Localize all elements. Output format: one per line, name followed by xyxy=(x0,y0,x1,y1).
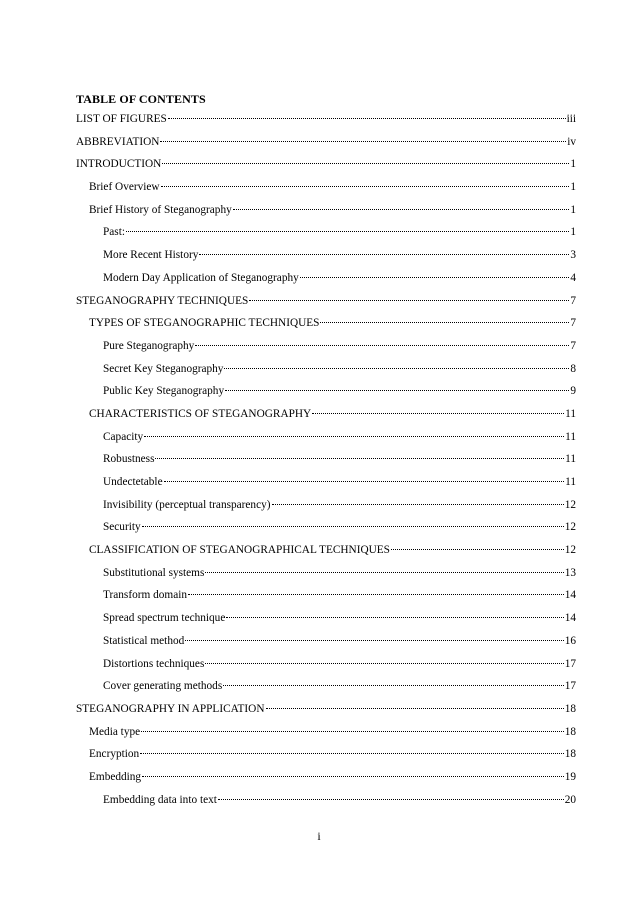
toc-entry-page: 18 xyxy=(564,748,576,761)
toc-entry[interactable] xyxy=(76,180,576,203)
toc-entry-page: 14 xyxy=(564,612,576,625)
toc-entry-label: Substitutional systems xyxy=(103,566,205,579)
toc-entry-label: Media type xyxy=(89,725,141,738)
toc-dot-leader xyxy=(161,185,570,187)
toc-entry-label: TYPES OF STEGANOGRAPHIC TECHNIQUES xyxy=(89,317,320,330)
toc-entry-label: Distortions techniques xyxy=(103,657,205,670)
toc-dot-leader xyxy=(168,117,566,119)
toc-dot-leader xyxy=(160,140,566,142)
toc-dot-leader xyxy=(185,639,563,641)
toc-entry[interactable] xyxy=(76,316,576,339)
toc-dot-leader xyxy=(126,230,569,232)
toc-entry-label: Public Key Steganography xyxy=(103,385,225,398)
toc-dot-leader xyxy=(205,662,563,664)
toc-entry[interactable] xyxy=(76,747,576,770)
toc-entry-label: Encryption xyxy=(89,748,140,761)
toc-entry[interactable] xyxy=(76,271,576,294)
toc-entry-page: 19 xyxy=(564,770,576,783)
toc-entry-label: LIST OF FIGURES xyxy=(76,113,167,125)
toc-dot-leader xyxy=(155,457,564,459)
toc-entry-label: Modern Day Application of Steganography xyxy=(103,271,299,284)
toc-entry-label: INTRODUCTION xyxy=(76,158,162,171)
toc-entry[interactable] xyxy=(76,634,576,657)
toc-entry-page: 14 xyxy=(564,589,576,602)
toc-entry[interactable] xyxy=(76,339,576,362)
toc-dot-leader xyxy=(233,208,570,210)
toc-entry-page: 13 xyxy=(564,566,576,579)
toc-entry-label: Embedding xyxy=(89,770,142,783)
toc-entry[interactable] xyxy=(76,725,576,748)
toc-entry[interactable] xyxy=(76,679,576,702)
toc-entry-label: Security xyxy=(103,521,141,534)
toc-dot-leader xyxy=(218,798,564,800)
toc-entry[interactable] xyxy=(76,520,576,543)
toc-entry-label: Pure Steganography xyxy=(103,339,195,352)
toc-entry-label: Capacity xyxy=(103,430,144,443)
toc-dot-leader xyxy=(391,548,564,550)
toc-entry[interactable] xyxy=(76,702,576,725)
toc-entry-page: 1 xyxy=(570,203,576,216)
toc-entry-label: More Recent History xyxy=(103,249,199,262)
toc-entry[interactable] xyxy=(76,793,576,816)
toc-entry-page: 7 xyxy=(570,339,576,352)
toc-entry-label: Undectetable xyxy=(103,476,163,488)
toc-dot-leader xyxy=(199,253,569,255)
toc-entry[interactable] xyxy=(76,452,576,475)
toc-entry-page: 12 xyxy=(564,498,576,511)
toc-entry-label: Statistical method xyxy=(103,634,185,647)
toc-entry-page: iii xyxy=(566,113,576,125)
toc-dot-leader xyxy=(300,276,570,278)
toc-dot-leader xyxy=(223,684,563,686)
toc-dot-leader xyxy=(205,571,563,573)
toc-entry-page: 17 xyxy=(564,680,576,693)
toc-entry-page: 16 xyxy=(564,634,576,647)
toc-entry-page: 18 xyxy=(564,702,576,715)
toc-entry-label: STEGANOGRAPHY TECHNIQUES xyxy=(76,294,249,307)
toc-dot-leader xyxy=(225,389,569,391)
toc-entry[interactable] xyxy=(76,203,576,226)
toc-entry[interactable] xyxy=(76,225,576,248)
toc-entry-label: Invisibility (perceptual transparency) xyxy=(103,498,271,511)
toc-dot-leader xyxy=(320,321,569,323)
toc-entry[interactable] xyxy=(76,543,576,566)
toc-entry-label: Brief Overview xyxy=(89,181,160,194)
toc-entry-page: 11 xyxy=(565,453,576,466)
toc-dot-leader xyxy=(224,367,569,369)
toc-entry[interactable] xyxy=(76,157,576,180)
toc-entry[interactable] xyxy=(76,498,576,521)
page-number: i xyxy=(317,829,321,843)
toc-entry[interactable] xyxy=(76,588,576,611)
toc-title: TABLE OF CONTENTS xyxy=(76,92,206,106)
toc-entry-page: 8 xyxy=(570,362,576,375)
toc-entry-page: 18 xyxy=(564,725,576,738)
toc-dot-leader xyxy=(266,707,564,709)
toc-dot-leader xyxy=(144,435,564,437)
toc-entry-label: Past: xyxy=(103,226,125,239)
toc-entry-label: Robustness xyxy=(103,453,155,466)
toc-dot-leader xyxy=(188,593,564,595)
toc-entry[interactable] xyxy=(76,770,576,793)
toc-dot-leader xyxy=(142,525,564,527)
toc-entry-label: CLASSIFICATION OF STEGANOGRAPHICAL TECHNIQUES xyxy=(89,544,390,557)
toc-entry[interactable] xyxy=(76,611,576,634)
toc-entry-page: 12 xyxy=(564,521,576,534)
toc-entry-page: iv xyxy=(567,135,576,148)
toc-dot-leader xyxy=(142,775,564,777)
toc-dot-leader xyxy=(195,344,569,346)
toc-entry[interactable] xyxy=(76,112,576,135)
toc-entry-page: 3 xyxy=(570,249,576,262)
toc-entry-page: 1 xyxy=(570,158,576,171)
toc-entry-label: Secret Key Steganography xyxy=(103,362,224,375)
toc-dot-leader xyxy=(312,412,564,414)
toc-entry-page: 1 xyxy=(570,181,576,194)
toc-entry-label: Brief History of Steganography xyxy=(89,203,232,216)
toc-dot-leader xyxy=(272,503,564,505)
toc-dot-leader xyxy=(226,616,563,618)
toc-entry-page: 7 xyxy=(570,317,576,330)
toc-entry-label: Spread spectrum technique xyxy=(103,612,226,625)
toc-dot-leader xyxy=(141,730,564,732)
toc-entry-label: CHARACTERISTICS OF STEGANOGRAPHY xyxy=(89,407,312,420)
toc-entry-label: ABBREVIATION xyxy=(76,135,160,148)
toc-entry-label: Transform domain xyxy=(103,589,187,602)
toc-entry[interactable] xyxy=(76,248,576,271)
toc-entry-page: 20 xyxy=(564,793,576,806)
toc-dot-leader xyxy=(162,162,569,164)
toc-entry[interactable] xyxy=(76,566,576,589)
toc-entry[interactable] xyxy=(76,384,576,407)
toc-entry-label: STEGANOGRAPHY IN APPLICATION xyxy=(76,702,265,715)
toc-entry-page: 11 xyxy=(565,407,576,420)
toc-entry[interactable] xyxy=(76,407,576,430)
toc-dot-leader xyxy=(140,752,564,754)
toc-entry-page: 17 xyxy=(564,657,576,670)
toc-entry-page: 1 xyxy=(570,226,576,239)
toc-entry[interactable] xyxy=(76,475,576,498)
toc-entry-page: 11 xyxy=(565,476,576,488)
toc-entry-page: 7 xyxy=(570,294,576,307)
toc-entry-page: 4 xyxy=(570,271,576,284)
toc-entry-page: 12 xyxy=(564,544,576,557)
toc-dot-leader xyxy=(249,299,569,301)
toc-entry-page: 11 xyxy=(565,430,576,443)
toc-entry-page: 9 xyxy=(570,385,576,398)
toc-list xyxy=(76,112,576,815)
toc-entry[interactable] xyxy=(76,135,576,158)
toc-entry[interactable] xyxy=(76,294,576,317)
toc-entry-label: Cover generating methods xyxy=(103,680,223,693)
toc-entry[interactable] xyxy=(76,657,576,680)
toc-entry-label: Embedding data into text xyxy=(103,793,217,806)
toc-entry[interactable] xyxy=(76,430,576,453)
toc-dot-leader xyxy=(164,480,565,482)
toc-entry[interactable] xyxy=(76,362,576,385)
